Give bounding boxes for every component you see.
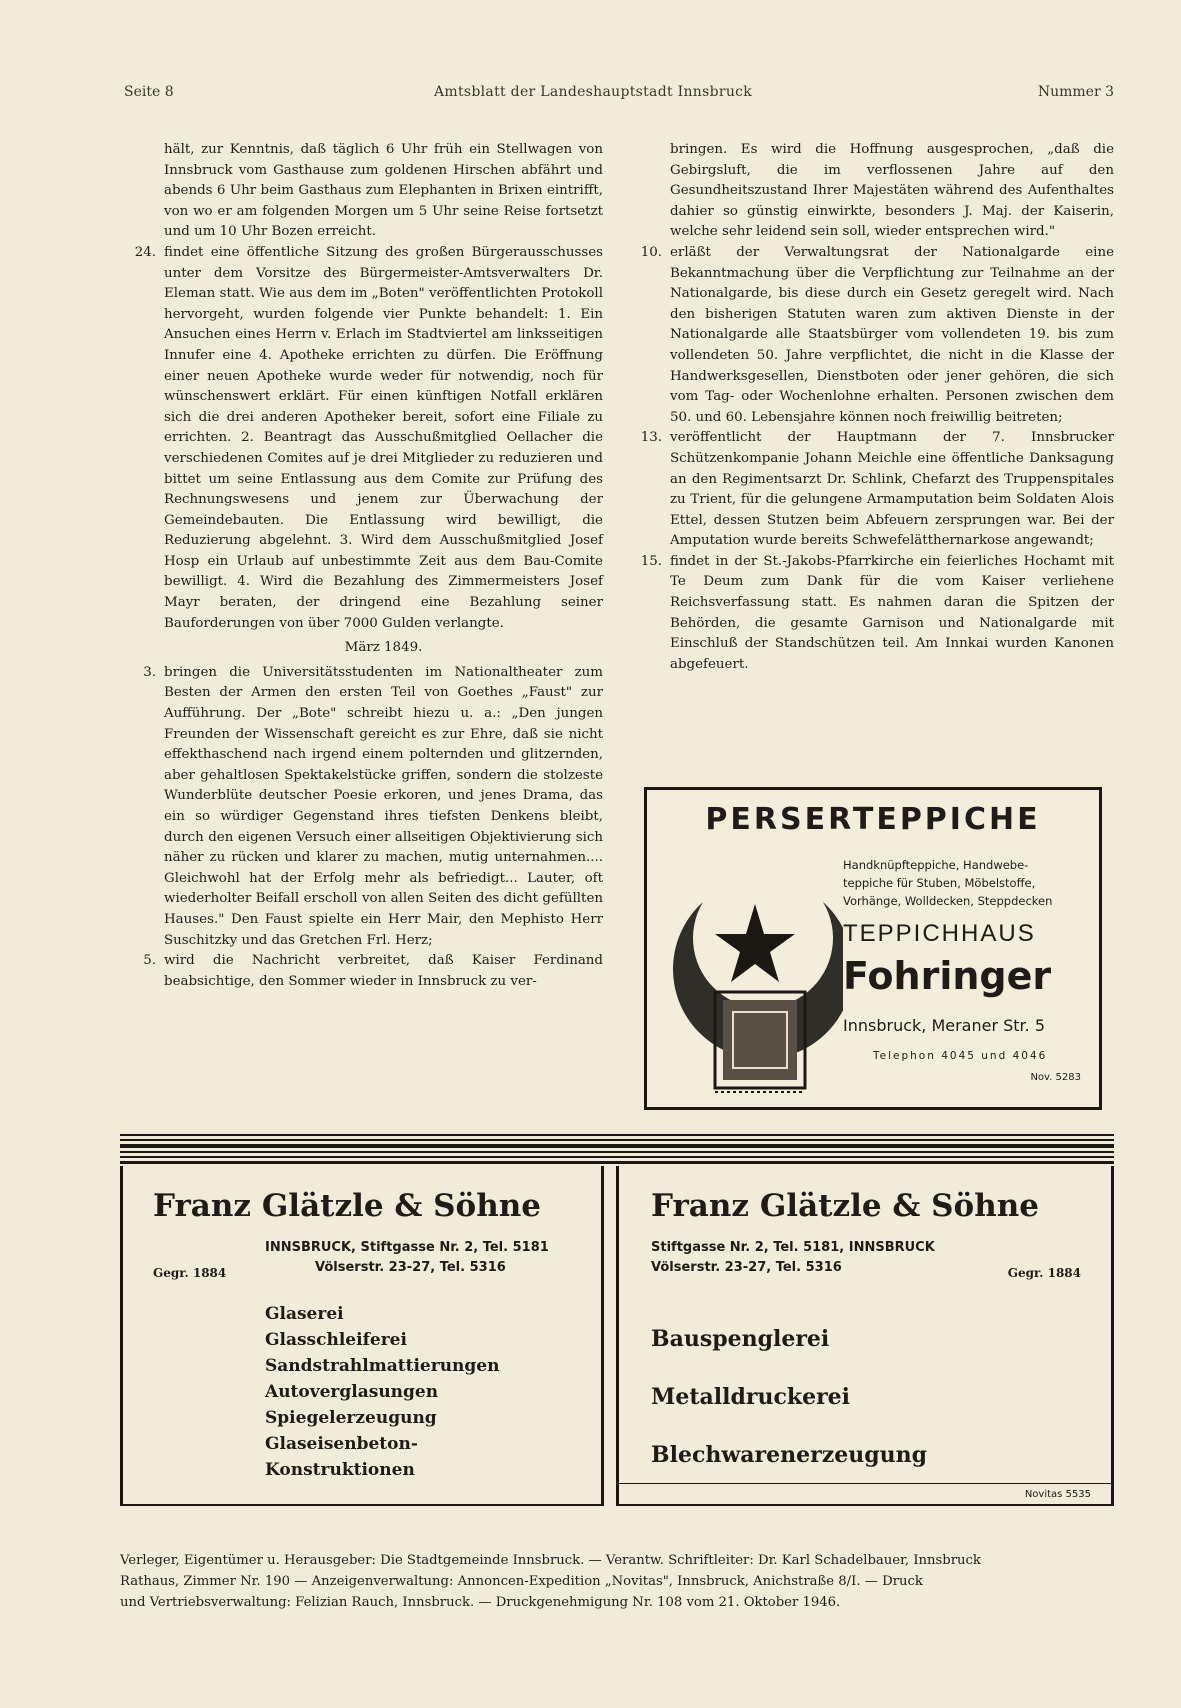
ad-address-line: Stiftgasse Nr. 2, Tel. 5181, INNSBRUCK xyxy=(651,1240,935,1255)
ad-service: Blechwarenerzeugung xyxy=(651,1442,927,1468)
ad-address: Innsbruck, Meraner Str. 5 xyxy=(843,1016,1046,1035)
ad-firm-name: Franz Glätzle & Söhne xyxy=(651,1188,1040,1224)
entry-text: bringen die Universitätsstudenten im Nationaltheater zum Besten der Armen den ersten Teil von Goethes „Faust" zur Aufführung. Der „Bote" schreibt hiezu u. a.: „Den jungen Freunden der Wissenschaft gereicht es zur Ehre, daß sie nicht effekthaschend nach irgend einem polternden und glitzernden, aber gehaltlosen Spektakelstücke griffen, sondern die stolzeste Wunderblüte deutscher Poesie erkoren, und jenes Drama, das ein so würdiger Gegenstand ihres tiefsten Denkens bleibt, durch den eigenen Versuch einer allseitigen Objektivierung sich näher zu rücken und klarer zu machen, mutig unternahmen.... Gleichwohl hat der Erfolg mehr als befriedigt... Lauter, oft wiederholter Beifall erscholl von allen Seiten des dicht gefüllten Hauses." Den Faust spielte ein Herr Mair, den Mephisto Herr Suschitzky und das Gretchen Frl. Herz; xyxy=(164,664,603,948)
issue-number: Nummer 3 xyxy=(1037,84,1114,100)
entry-text: veröffentlicht der Hauptmann der 7. Innsbrucker Schützenkompanie Johann Meichle eine öffentliche Danksagung an den Regimentsarzt Dr. Schlink, Chefarzt des Truppenspitales zu Trient, für die gelungene Armamputation beim Soldaten Alois Ettel, dessen Stutzen beim Abfeuern zersprungen war. Bei der Amputation wurde bereits Schwefelätthernarkose angewandt; xyxy=(670,430,1114,549)
left-column xyxy=(120,140,603,992)
ad-service: Bauspenglerei xyxy=(651,1326,830,1352)
entry-date: 13. xyxy=(640,430,662,446)
ad-service: Spiegelerzeugung xyxy=(265,1408,437,1428)
ad-firm-name: Fohringer xyxy=(843,954,1052,998)
perserteppiche-advertisement xyxy=(644,787,1102,1110)
right-column xyxy=(626,140,1114,675)
ad-description xyxy=(843,856,1093,910)
ad-phone: Telephon 4045 und 4046 xyxy=(873,1050,1048,1062)
ad-service: Glaseisenbeton- xyxy=(265,1434,418,1454)
ad-founded: Gegr. 1884 xyxy=(1007,1266,1081,1280)
chronicle-entry xyxy=(120,951,603,992)
ad-service: Metalldruckerei xyxy=(651,1384,851,1410)
ad-address-line: INNSBRUCK, Stiftgasse Nr. 2, Tel. 5181 xyxy=(265,1240,549,1255)
ad-house-label: TEPPICHHAUS xyxy=(843,920,1036,947)
ad-divider xyxy=(619,1483,1111,1484)
entry-date: 3. xyxy=(143,664,156,680)
ad-description-line: Vorhänge, Wolldecken, Steppdecken xyxy=(843,894,1053,908)
ad-reference: Nov. 5283 xyxy=(1030,1072,1081,1083)
entry-text: findet eine öffentliche Sitzung des großen Bürgerausschusses unter dem Vorsitze des Bürgermeister-Amtsverwalters Dr. Eleman statt. Wie aus dem im „Boten" veröffentlichten Protokoll hervorgeht, wurden folgende vier Punkte behandelt: 1. Ein Ansuchen eines Herrn v. Erlach im Stadtviertel am linksseitigen Innufer eine 4. Apotheke errichten zu dürfen. Die Eröffnung einer neuen Apotheke wurde weder für notwendig, noch für wünschenswert erklärt. Für einen künftigen Notfall erklären sich die drei anderen Apotheker bereit, sofort eine Filiale zu errichten. 2. Beantragt das Ausschußmitglied Oellacher die verschiedenen Comites auf je drei Mitglieder zu reduzieren und bittet um seine Entlassung aus dem Comite zur Prüfung des Rechnungswesens und jenem zur Überwachung der Gemeindebauten. Die Entlassung wird bewilligt, die Reduzierung abgelehnt. 3. Wird dem Ausschußmitglied Josef Hosp ein Urlaub auf unbestimmte Zeit aus dem Bau-Comite bewilligt. 4. Wird die Bezahlung des Zimmermeisters Josef Mayr beraten, der dringend eine Bezahlung seiner Bauforderungen von über 7000 Gulden verlangte. xyxy=(164,244,603,631)
entry-text: wird die Nachricht verbreitet, daß Kaiser Ferdinand beabsichtige, den Sommer wieder in Innsbruck zu ver- xyxy=(164,953,603,989)
page-number: Seite 8 xyxy=(124,84,174,100)
entry-date: 5. xyxy=(143,953,156,969)
ad-service: Sandstrahlmattierungen xyxy=(265,1356,500,1376)
ad-title: PERSERTEPPICHE xyxy=(705,802,1041,837)
chronicle-entry xyxy=(626,243,1114,428)
chronicle-entry xyxy=(120,243,603,634)
entry-text: erläßt der Verwaltungsrat der Nationalgarde eine Bekanntmachung über die Verpflichtung zur Teilnahme an der Nationalgarde, bis diese durch ein Gesetz geregelt wird. Nach den bisherigen Statuten waren zum aktiven Dienste in der Nationalgarde alle Staatsbürger vom vollendeten 19. bis zum vollendeten 50. Jahre verpflichtet, die nicht in die Klasse der Handwerksgesellen, Dienstboten oder jener gehören, die sich vom Tag- oder Wochenlohne erhalten. Personen zwischen dem 50. und 60. Lebensjahre können noch freiwillig beitreten; xyxy=(670,244,1114,425)
imprint-line: Verleger, Eigentümer u. Herausgeber: Die Stadtgemeinde Innsbruck. — Verantw. Schriftleiter: Dr. Karl Schadelbauer, Innsbruck xyxy=(120,1553,981,1568)
entry-date: 15. xyxy=(640,553,662,569)
month-heading: März 1849. xyxy=(344,640,423,656)
ad-service: Glasschleiferei xyxy=(265,1330,407,1350)
ad-address-line: Völserstr. 23-27, Tel. 5316 xyxy=(315,1260,506,1275)
ad-description-line: teppiche für Stuben, Möbelstoffe, xyxy=(843,876,1036,890)
ad-description-line: Handknüpfteppiche, Handwebe- xyxy=(843,858,1029,872)
ad-reference: Novitas 5535 xyxy=(1024,1489,1091,1500)
chronicle-entry xyxy=(120,663,603,951)
ad-service: Glaserei xyxy=(265,1304,344,1324)
glaetzle-glass-advertisement xyxy=(120,1166,604,1506)
ad-service: Konstruktionen xyxy=(265,1460,415,1480)
chronicle-entry xyxy=(626,552,1114,676)
ad-firm-name: Franz Glätzle & Söhne xyxy=(153,1188,542,1224)
entry-date: 24. xyxy=(134,244,156,260)
crescent-star-carpet-icon xyxy=(663,862,843,1102)
right-intro-paragraph: bringen. Es wird die Hoffnung ausgesprochen, „daß die Gebirgsluft, die im verflossenen Jahre auf den Gesundheitszustand Ihrer Majestäten während des Aufenthaltes dahier so günstig einwirkte, besonders J. Maj. der Kaiserin, welche sehr leidend sein soll, wieder entsprechen wird." xyxy=(670,142,1114,240)
publication-title: Amtsblatt der Landeshauptstadt Innsbruck xyxy=(434,84,753,100)
entry-text: findet in der St.-Jakobs-Pfarrkirche ein feierliches Hochamt mit Te Deum zum Dank für die vom Kaiser verliehene Reichsverfassung statt. Es nahmen daran die Spitzen der Behörden, die gesamte Garnison und Nationalgarde mit Einschluß der Standschützen teil. Am Innkai wurden Kanonen abgefeuert. xyxy=(670,553,1114,672)
chronicle-entry xyxy=(626,428,1114,552)
glaetzle-metal-advertisement xyxy=(616,1166,1114,1506)
imprint-footer xyxy=(120,1550,1114,1613)
left-intro-paragraph: hält, zur Kenntnis, daß täglich 6 Uhr früh ein Stellwagen von Innsbruck vom Gasthause zum goldenen Hirschen abfährt und abends 6 Uhr beim Gasthaus zum Elephanten in Brixen eintrifft, von wo er am folgenden Morgen um 5 Uhr seine Reise fortsetzt und um 10 Uhr Bozen erreicht. xyxy=(164,142,603,240)
imprint-line: und Vertriebsverwaltung: Felizian Rauch, Innsbruck. — Druckgenehmigung Nr. 108 vom 21. Oktober 1946. xyxy=(120,1595,841,1610)
decorative-rule-band xyxy=(120,1134,1114,1164)
imprint-line: Rathaus, Zimmer Nr. 190 — Anzeigenverwaltung: Annoncen-Expedition „Novitas", Innsbruck, Anichstraße 8/I. — Druck xyxy=(120,1574,923,1589)
ad-founded: Gegr. 1884 xyxy=(153,1266,227,1280)
page-header xyxy=(124,84,1114,106)
ad-service: Autoverglasungen xyxy=(265,1382,439,1402)
ad-address-line: Völserstr. 23-27, Tel. 5316 xyxy=(651,1260,842,1275)
entry-date: 10. xyxy=(640,244,662,260)
